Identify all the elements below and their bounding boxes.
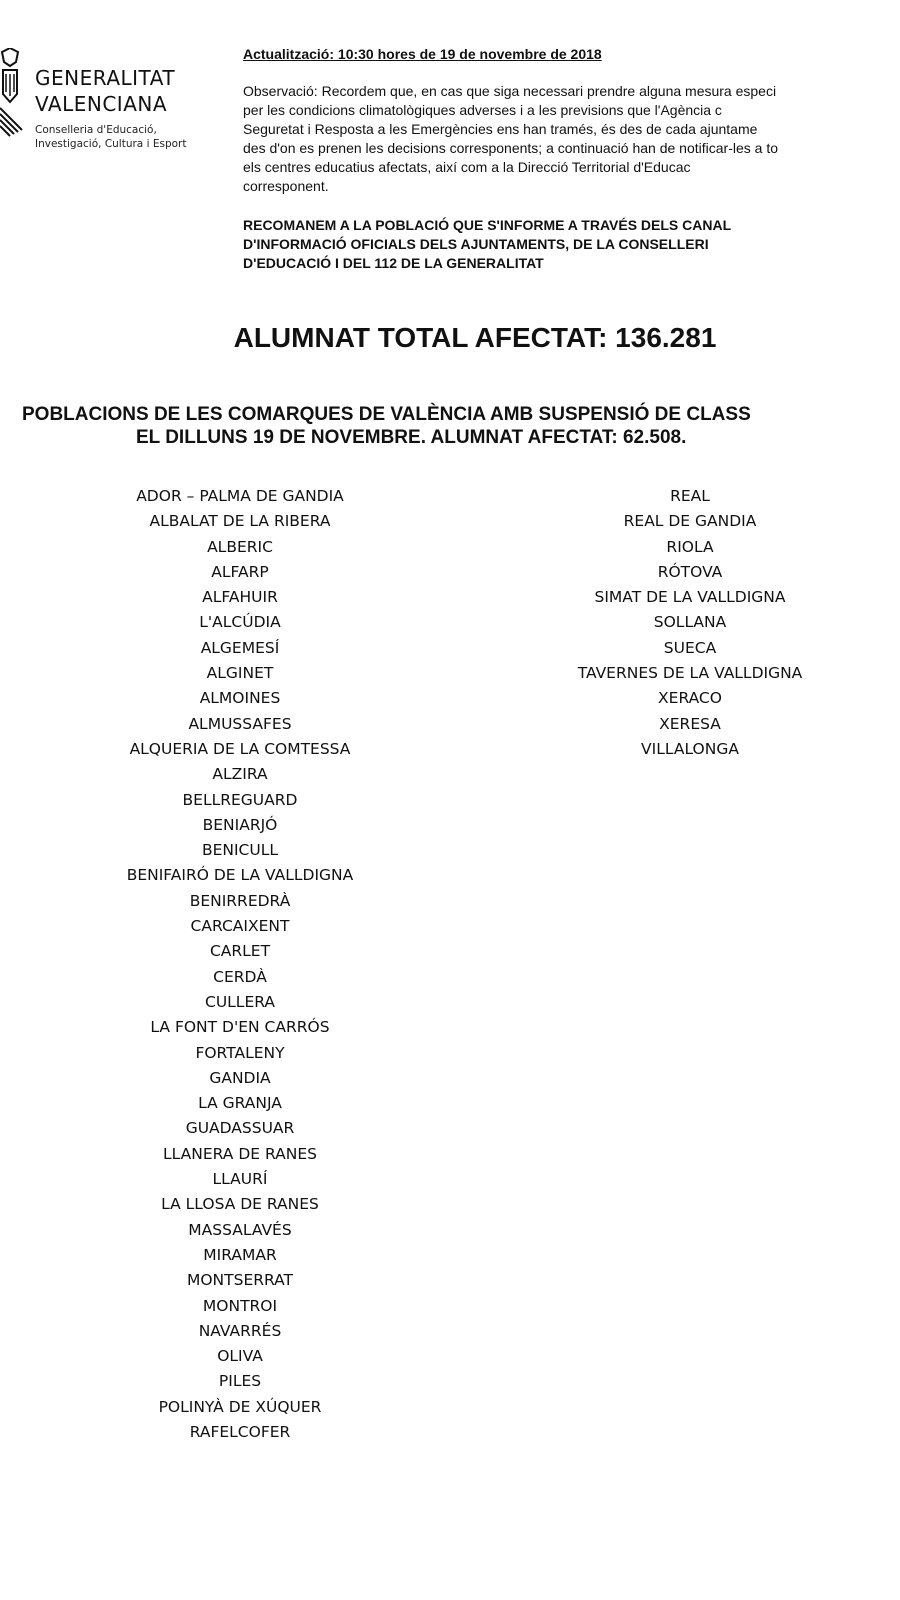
town-item: ALMUSSAFES <box>188 714 292 733</box>
town-item: MASSALAVÉS <box>188 1220 292 1239</box>
town-item: FORTALENY <box>195 1043 285 1062</box>
observation-line: els centres educatius afectats, així com a la Direcció Territorial d'Educac <box>243 159 691 175</box>
town-item: GANDIA <box>209 1068 271 1087</box>
town-item: REAL DE GANDIA <box>623 512 757 531</box>
recommendation-line: RECOMANEM A LA POBLACIÓ QUE S'INFORME A TRAVÉS DELS CANAL <box>243 217 732 233</box>
update-timestamp: Actualització: 10:30 hores de 19 de novembre de 2018 <box>243 46 602 62</box>
town-item: REAL <box>670 487 710 505</box>
observation-line: corresponent. <box>243 178 329 194</box>
town-item: GUADASSUAR <box>185 1119 295 1138</box>
town-item: LA FONT D'EN CARRÓS <box>150 1018 330 1037</box>
town-item: ADOR – PALMA DE GANDIA <box>136 487 344 505</box>
observation-line: per les condicions climatològiques adverses i a les previsions que l'Agència c <box>243 102 722 118</box>
section-heading-line1: POBLACIONS DE LES COMARQUES DE VALÈNCIA AMB SUSPENSIÓ DE CLASS <box>22 404 751 425</box>
town-item: ALGINET <box>206 664 274 683</box>
town-item: ALMOINES <box>199 689 281 708</box>
town-item: MONTSERRAT <box>186 1271 294 1290</box>
town-item: SOLLANA <box>653 613 727 632</box>
town-item: RAFELCOFER <box>189 1422 291 1441</box>
towns-list-right <box>540 484 840 762</box>
town-item: NAVARRÉS <box>198 1321 282 1340</box>
town-item: ALBERIC <box>207 537 273 556</box>
observation-line: Observació: Recordem que, en cas que siga necessari prendre alguna mesura especi <box>243 83 777 99</box>
town-item: LA LLOSA DE RANES <box>161 1195 319 1214</box>
town-item: CERDÀ <box>213 967 267 986</box>
town-item: RÓTOVA <box>657 562 723 581</box>
town-item: MONTROI <box>202 1296 278 1315</box>
town-item: BENIARJÓ <box>202 815 278 834</box>
recommendation-line: D'EDUCACIÓ I DEL 112 DE LA GENERALITAT <box>243 255 544 271</box>
town-item: POLINYÀ DE XÚQUER <box>158 1397 322 1416</box>
town-item: XERESA <box>659 714 721 733</box>
town-item: ALBALAT DE LA RIBERA <box>149 512 331 531</box>
town-item: ALQUERIA DE LA COMTESSA <box>129 739 351 758</box>
town-item: SUECA <box>663 638 717 657</box>
town-item: BENICULL <box>201 841 279 860</box>
generalitat-logo <box>0 40 220 150</box>
town-item: RIOLA <box>666 537 714 556</box>
observation-line: Seguretat i Resposta a les Emergències ens han tramés, és des de cada ajuntame <box>243 121 758 137</box>
coat-of-arms-icon <box>0 48 30 138</box>
town-item: LLANERA DE RANES <box>163 1144 317 1163</box>
logo-title-line2: VALENCIANA <box>35 92 168 116</box>
town-item: PILES <box>218 1372 262 1391</box>
town-item: MIRAMAR <box>203 1245 277 1264</box>
logo-title-line1: GENERALITAT <box>35 66 176 90</box>
total-affected-heading: ALUMNAT TOTAL AFECTAT: 136.281 <box>233 322 717 353</box>
town-item: SIMAT DE LA VALLDIGNA <box>594 588 786 607</box>
towns-list-left <box>90 484 390 1445</box>
town-item: LA GRANJA <box>198 1094 282 1113</box>
town-item: CULLERA <box>205 992 275 1011</box>
town-item: OLIVA <box>217 1347 263 1366</box>
town-item: LLAURÍ <box>212 1170 268 1189</box>
logo-subtitle-line1: Conselleria d'Educació, <box>35 124 157 136</box>
town-item: BENIFAIRÓ DE LA VALLDIGNA <box>126 866 354 885</box>
town-item: CARLET <box>209 942 271 961</box>
town-item: ALGEMESÍ <box>200 638 280 657</box>
town-item: CARCAIXENT <box>190 917 290 936</box>
section-heading-line2: EL DILLUNS 19 DE NOVEMBRE. ALUMNAT AFECTAT: 62.508. <box>136 427 687 448</box>
recommendation-line: D'INFORMACIÓ OFICIALS DELS AJUNTAMENTS, DE LA CONSELLERI <box>243 236 709 252</box>
town-item: L'ALCÚDIA <box>199 613 281 632</box>
town-item: VILLALONGA <box>641 739 739 758</box>
town-item: ALZIRA <box>212 765 268 784</box>
town-item: BENIRREDRÀ <box>189 891 291 910</box>
town-item: BELLREGUARD <box>182 790 298 809</box>
town-item: TAVERNES DE LA VALLDIGNA <box>577 664 803 683</box>
town-item: XERACO <box>658 689 722 708</box>
town-item: ALFAHUIR <box>202 588 278 607</box>
logo-subtitle-line2: Investigació, Cultura i Esport <box>35 138 187 150</box>
town-item: ALFARP <box>211 562 269 581</box>
observation-line: des d'on es prenen les decisions corresponents; a continuació han de notificar-les a to <box>243 140 779 156</box>
